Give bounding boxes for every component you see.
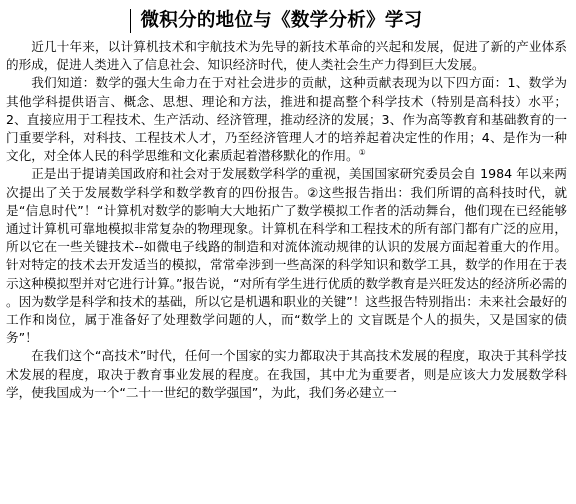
title-row xyxy=(6,6,567,36)
paragraph-text: 在我们这个“高技术”时代，任何一个国家的实力都取决于其高技术发展的程度，取决于其科学技术发展的程度，取决于教育事业发展的程度。在我国，其中尤为重要者，则是应该大力发展数学科学，使我国成为一个“二十一世纪的数学强国”，为此，我们务必建立一 xyxy=(6,348,567,400)
paragraph-intro xyxy=(6,38,567,74)
text-cursor xyxy=(130,9,131,33)
paragraph-text: 近几十年来，以计算机技术和宇航技术为先导的新技术革命的兴起和发展，促进了新的产业体系的形成，促进人类进入了信息社会、知识经济时代，使人类社会生产力得到巨大发展。 xyxy=(6,39,567,73)
footnote-marker: ① xyxy=(358,148,366,158)
document-title: 微积分的地位与《数学分析》学习 xyxy=(140,10,423,31)
paragraph-contributions xyxy=(6,74,567,165)
paragraph-text: 我们知道：数学的强大生命力在于对社会进步的贡献，这种贡献表现为以下四方面：1、数学为其他学科提供语言、概念、思想、理论和方法，推进和提高整个科学技术（特别是高科技）水平；2、直接应用于工程技术、生产活动、经济管理，推动经济的发展；3、作为高等教育和基础教育的一门重要学科，对科技、工程技术人才，乃至经济管理人才的培养起着决定性的作用；4、是作为一种文化，对全体人民的科学思维和文化素质起着潜移默化的作用。 xyxy=(6,75,567,164)
paragraph-reports xyxy=(6,165,567,347)
paragraph-high-tech xyxy=(6,347,567,402)
document-body xyxy=(6,38,567,402)
paragraph-text: 正是出于提请美国政府和社会对于发展数学科学的重视，美国国家研究委员会自 1984 年以来两次提出了关于发展数学科学和数学教育的四份报告。②这些报告指出：我们所谓的高科技时代，就是“信息时代”！“计算机对数学的影响大大地拓广了数学模拟工作者的活动舞台，他们现在已经能够通过计算机可靠地模拟非常复杂的物理现象。计算机在科学和工程技术的所有部门都有广泛的应用，所以它在一些关键技术--如微电子线路的制造和对流体流动规律的认识的发展方面起着重大的作用。针对特定的技术去开发适当的模拟，常常牵涉到一些高深的科学知识和数学工具，数学的作用在于表示这种模拟型并对它进行计算。”报告说，“对所有学生进行优质的数学教育是兴旺发达的经济所必需的 。因为数学是科学和技术的基础，所以它是机遇和职业的关键”！这些报告特别指出：未来社会最好的工作和岗位，属于准备好了处理数学问题的人，而“数学上的 文盲既是个人的损失，又是国家的债务”！ xyxy=(6,166,567,346)
